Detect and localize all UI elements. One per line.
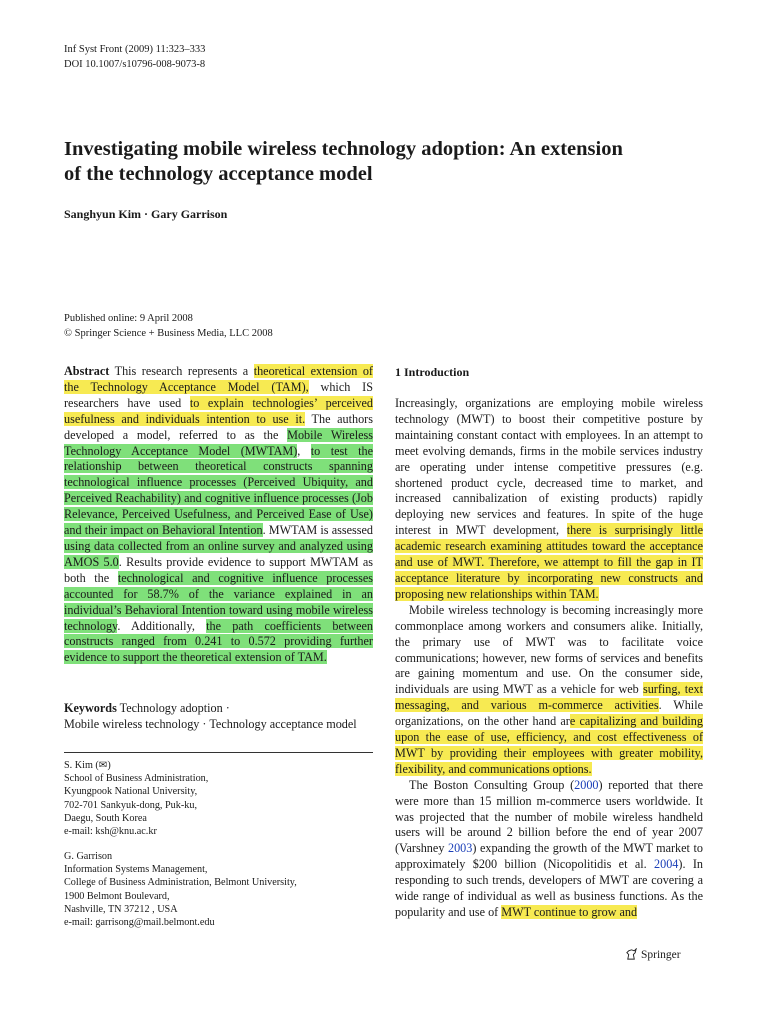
highlight: Mobile Wireless Technology Acceptance Model (MWTAM) xyxy=(64,427,373,458)
highlight: technological and cognitive influence processes accounted for 58.7% of the variance explained in an individual’s Behavioral Intention toward using mobile wireless technology xyxy=(64,570,373,633)
highlight: surfing, text messaging, and various m-commerce activities xyxy=(395,682,703,713)
affiliation-kim: S. Kim (✉) School of Business Administration, Kyungpook National University, 702-701 Sankyuk-dong, Puk-ku, Daegu, South Korea e-mail: ksh@knu.ac.kr xyxy=(64,760,209,838)
highlight: there is surprisingly little academic research examining attitudes toward the acceptance and use of MWT. Therefore, we attempt to fill the gap in IT acceptance literature by incorporating new constructs and proposing new relationships within TAM. xyxy=(395,523,703,601)
keywords: Keywords Technology adoption · Mobile wireless technology · Technology acceptance model xyxy=(64,701,357,731)
journal-citation: Inf Syst Front (2009) 11:323–333 xyxy=(64,44,206,55)
springer-logo xyxy=(625,948,681,961)
publisher-name: Springer xyxy=(641,948,681,961)
highlight: MWT continue to grow and xyxy=(501,905,638,919)
highlight: e capitalizing and building upon the ease of use, efficiency, and cost effectiveness of MWT by providing their employees with greater mobility, flexibility, and communications options. xyxy=(395,714,703,776)
section-heading: 1 Introduction xyxy=(395,365,470,379)
affiliation-garrison: G. Garrison Information Systems Management, College of Business Administration, Belmont University, 1900 Belmont Boulevard, Nashville, TN 37212 , USA e-mail: garrisong@mail.belmont.edu xyxy=(64,851,297,929)
abstract: Abstract This research represents a theoretical extension of the Technology Acceptance Model (TAM), which IS researchers have used to explain technologies’ perceived usefulness and individuals intention to use it. The authors developed a model, referred to as the Mobile Wireless Technology Acceptance Model (MWTAM), to test the relationship between theoretical constructs spanning technological influence processes (Perceived Ubiquity, and Perceived Reachability) and cognitive influence processes (Job Relevance, Perceived Usefulness, and Perceived Ease of Use) and their impact on Behavioral Intention. MWTAM is assessed using data collected from an online survey and analyzed using AMOS 5.0. Results provide evidence to support MWTAM as both the technological and cognitive influence processes accounted for 58.7% of the variance explained in an individual’s Behavioral Intention toward using mobile wireless technology. Additionally, the path coefficients between constructs ranged from 0.241 to 0.572 providing further evidence to support the theoretical extension of TAM. xyxy=(64,364,374,665)
paragraph: The Boston Consulting Group (2000) reported that there were more than 15 million m-commerce users worldwide. It was projected that the number of mobile wireless handheld users will be around 2 billion before the end of year 2007 (Varshney 2003) expanding the growth of the MWT market to approximately $200 billion (Nicopolitidis et al. 2004). In responding to such trends, developers of MWT are covering a wide range of individual as well as business functions. As the popularity and use of MWT continue to grow and xyxy=(395,777,703,919)
highlight: using data collected from an online survey and analyzed using AMOS 5.0 xyxy=(64,538,373,569)
published-date: Published online: 9 April 2008 xyxy=(64,313,193,324)
highlight: theoretical extension of the Technology Acceptance Model (TAM), xyxy=(64,364,373,394)
authors: Sanghyun Kim · Gary Garrison xyxy=(64,207,228,221)
copyright: © Springer Science + Business Media, LLC 2008 xyxy=(64,328,273,339)
citation-link[interactable]: 2004 xyxy=(654,857,679,872)
footnote-rule xyxy=(64,752,373,753)
paragraph: Increasingly, organizations are employing mobile wireless technology (MWT) to boost their competitive posture by maintaining constant contact with employees. In an attempt to meet evolving demands, firms in the mobile services industry are operating under intense competitive pressures (e.g. shortened product cycle, decreased time to market, and increased cannibalization of existing products) rapidly deploying new services and features. In spite of the huge interest in MWT development, there is surprisingly little academic research examining attitudes toward the acceptance and use of MWT. Therefore, we attempt to fill the gap in IT acceptance literature by incorporating new constructs and proposing new relationships within TAM. xyxy=(395,396,703,601)
highlight: the path coefficients between constructs ranged from 0.241 to 0.572 providing further evidence to support the theoretical extension of TAM. xyxy=(64,618,373,665)
citation-link[interactable]: 2000 xyxy=(574,777,599,792)
doi: DOI 10.1007/s10796-008-9073-8 xyxy=(64,59,206,70)
introduction-body xyxy=(395,396,703,921)
paragraph: Mobile wireless technology is becoming increasingly more commonplace among workers and consumers alike. Initially, the primary use of MWT was to facilitate voice communications; however, new forms of services and benefits are gaining momentum and use. On the consumer side, individuals are using MWT as a vehicle for web surfing, text messaging, and various m-commerce activities. While organizations, on the other hand are capitalizing and building upon the ease of use, efficiency, and cost effectiveness of MWT by providing their employees with greater mobility, flexibility, and communications options. xyxy=(395,602,703,776)
publication-info xyxy=(64,311,273,341)
highlight: to explain technologies’ perceived usefulness and individuals intention to use it. xyxy=(64,395,373,426)
springer-horse-icon xyxy=(625,948,638,961)
highlight: to test the relationship between theoretical constructs spanning technological influence processes (Perceived Ubiquity, and Perceived Reachability) and cognitive influence processes (Job Relevance, Perceived Usefulness, and Perceived Ease of Use) and their impact on Behavioral Intention xyxy=(64,443,374,538)
paper-title: Investigating mobile wireless technology adoption: An extension of the technology acceptance model xyxy=(64,138,623,185)
citation-link[interactable]: 2003 xyxy=(447,841,473,856)
